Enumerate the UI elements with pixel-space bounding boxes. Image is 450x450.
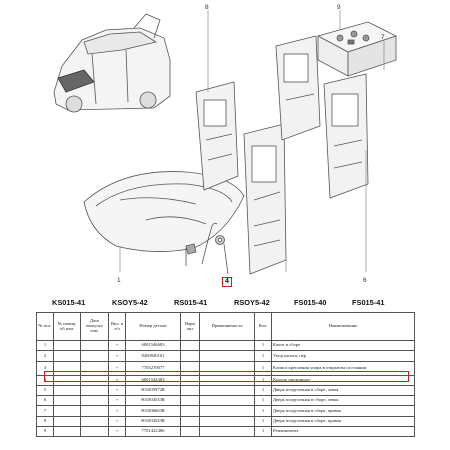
cell-pos: 2 bbox=[37, 351, 54, 361]
cell-pos: 6 bbox=[37, 396, 54, 406]
cell-part-number: 901006663R bbox=[126, 406, 181, 416]
spring-ring-part bbox=[216, 236, 229, 275]
cell-name: Дверь погрузочная в сборе, левая bbox=[272, 385, 415, 395]
diagram-label-9: 9 bbox=[337, 4, 341, 11]
table-row bbox=[37, 385, 415, 395]
cell-qty: 1 bbox=[255, 361, 272, 375]
cell-name: Клипса крепления упора в открытом состоянии bbox=[272, 361, 415, 375]
cell-part-number: 901004533R bbox=[126, 396, 181, 406]
cell-qty: 1 bbox=[255, 385, 272, 395]
model-code: KS015-41 bbox=[52, 298, 86, 307]
cell-included: + bbox=[109, 385, 126, 395]
cell-part-number: 901005972R bbox=[126, 385, 181, 395]
cell-qty: 1 bbox=[255, 341, 272, 351]
col-header-date: Дата выпуска изм. bbox=[81, 313, 109, 341]
cell-part-number: 7701422486 bbox=[126, 427, 181, 437]
cell-part-number: 7703270077 bbox=[126, 361, 181, 375]
cell-included: + bbox=[109, 396, 126, 406]
col-header-applicability: Применяемость bbox=[200, 313, 255, 341]
diagram-label-6: 6 bbox=[363, 277, 367, 284]
car-illustration bbox=[54, 14, 170, 112]
cell-part-number: 6001544383 bbox=[126, 375, 181, 385]
cell-pos: 5 bbox=[37, 385, 54, 395]
table-row bbox=[37, 416, 415, 426]
model-code: FS015-41 bbox=[352, 298, 385, 307]
cell-part-number: 6001546683 bbox=[126, 341, 181, 351]
hood-panel bbox=[84, 172, 244, 266]
col-header-qty: Кол. bbox=[255, 313, 272, 341]
table-row bbox=[37, 351, 415, 361]
cell-included: + bbox=[109, 361, 126, 375]
cell-qty: 1 bbox=[255, 427, 272, 437]
cell-qty: 1 bbox=[255, 406, 272, 416]
cell-pos: 1 bbox=[37, 341, 54, 351]
cell-name: Капот в сборе bbox=[272, 341, 415, 351]
clip-part bbox=[186, 244, 196, 254]
cell-pos: 7 bbox=[37, 406, 54, 416]
cell-qty: 1 bbox=[255, 416, 272, 426]
cell-part-number: 8200920101 bbox=[126, 351, 181, 361]
cell-included: + bbox=[109, 351, 126, 361]
table-row bbox=[37, 396, 415, 406]
callout-badge-4: 4 bbox=[222, 277, 232, 287]
cell-included: + bbox=[109, 341, 126, 351]
cell-qty: 1 bbox=[255, 396, 272, 406]
diagram-label-7: 7 bbox=[381, 34, 385, 41]
rear-door-left-b bbox=[244, 124, 286, 274]
table-row bbox=[37, 341, 415, 351]
table-header-row bbox=[37, 313, 415, 341]
cell-pos: 8 bbox=[37, 416, 54, 426]
table-row bbox=[37, 427, 415, 437]
rear-door-right-a bbox=[276, 36, 320, 140]
diagram-label-8: 8 bbox=[205, 4, 209, 11]
model-code: RS015-41 bbox=[174, 298, 208, 307]
cell-name: Дверь погрузочная в сборе, правая bbox=[272, 406, 415, 416]
cell-qty: 1 bbox=[255, 351, 272, 361]
table-row bbox=[37, 406, 415, 416]
model-codes-row bbox=[36, 296, 414, 310]
cell-included: + bbox=[109, 416, 126, 426]
col-header-variant: Вари ант bbox=[181, 313, 200, 341]
cell-name: Упор капота, пер bbox=[272, 351, 415, 361]
cell-name: Дверь погрузочная в сборе, левая bbox=[272, 396, 415, 406]
cell-included: + bbox=[109, 427, 126, 437]
col-header-name: Наименование bbox=[272, 313, 415, 341]
model-code: RSOY5-42 bbox=[234, 298, 270, 307]
cell-qty: 1 bbox=[255, 375, 272, 385]
model-code: FS015-40 bbox=[294, 298, 327, 307]
diagram-label-1: 1 bbox=[117, 277, 121, 284]
highlight-box bbox=[44, 371, 409, 382]
rear-door-right-b bbox=[324, 74, 368, 198]
col-header-part-number: Номер детали bbox=[126, 313, 181, 341]
model-code: KSOY5-42 bbox=[112, 298, 148, 307]
rear-door-left-a bbox=[196, 82, 238, 190]
col-header-notice: № извещ. об изм. bbox=[54, 313, 81, 341]
cell-name: Дверь погрузочная в сборе, правая bbox=[272, 416, 415, 426]
cell-pos: 9 bbox=[37, 427, 54, 437]
exploded-parts-diagram bbox=[36, 0, 414, 290]
cell-part-number: 901004543R bbox=[126, 416, 181, 426]
cell-pos: 3 bbox=[37, 361, 54, 375]
cell-name: Кольцо пружинное bbox=[272, 375, 415, 385]
cell-pos: 4 bbox=[37, 375, 54, 385]
cell-name: Ремкомплект bbox=[272, 427, 415, 437]
cell-included: + bbox=[109, 406, 126, 416]
cell-included: + bbox=[109, 375, 126, 385]
col-header-pos: № поз. bbox=[37, 313, 54, 341]
col-header-included: Вкл. в з/ч bbox=[109, 313, 126, 341]
